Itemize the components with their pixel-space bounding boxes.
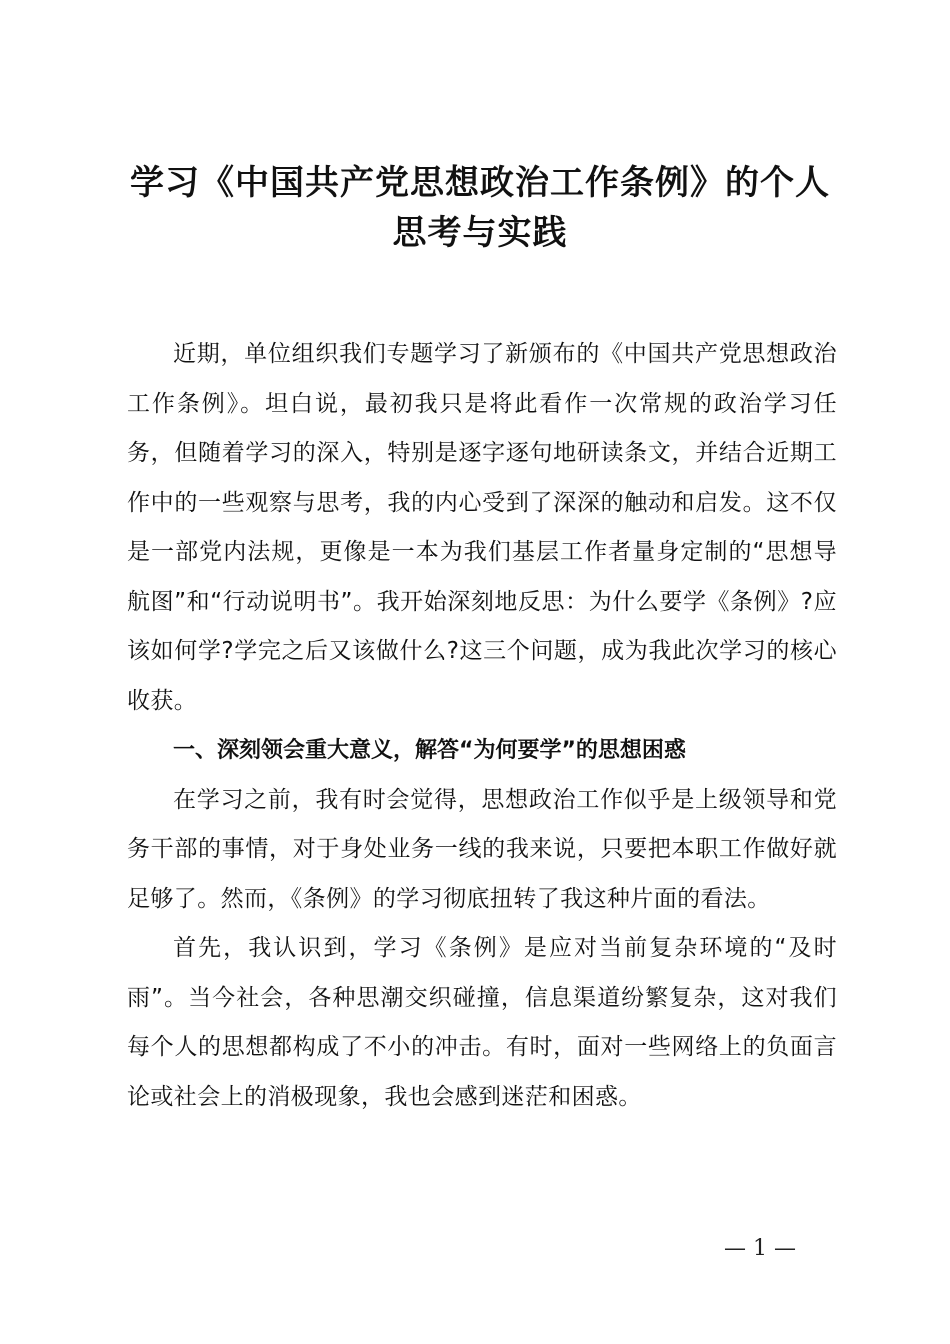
paragraph-first-point: 首先，我认识到，学习《条例》是应对当前复杂环境的“及时雨”。当今社会，各种思潮交织碰撞，信息渠道纷繁复杂，这对我们每个人的思想都构成了不小的冲击。有时，面对一些网络上的负面言论或社会上的消极现象，我也会感到迷茫和困惑。 — [127, 935, 837, 1110]
section-heading-1: 一、深刻领会重大意义，解答“为何要学”的思想困惑 — [173, 738, 686, 763]
document-body — [127, 330, 837, 1122]
paragraph-before-study: 在学习之前，我有时会觉得，思想政治工作似乎是上级领导和党务干部的事情，对于身处业务一线的我来说，只要把本职工作做好就足够了。然而，《条例》的学习彻底扭转了我这种片面的看法。 — [127, 786, 837, 912]
paragraph-intro: 近期，单位组织我们专题学习了新颁布的《中国共产党思想政治工作条例》。坦白说，最初我只是将此看作一次常规的政治学习任务，但随着学习的深入，特别是逐字逐句地研读条文，并结合近期工作中的一些观察与思考，我的内心受到了深深的触动和启发。这不仅是一部党内法规，更像是一本为我们基层工作者量身定制的“思想导航图”和“行动说明书”。我开始深刻地反思：为什么要学《条例》?应该如何学?学完之后又该做什么?这三个问题，成为我此次学习的核心收获。 — [127, 341, 837, 714]
page-number: — 1 — — [724, 1236, 796, 1261]
document-title — [100, 158, 860, 258]
title-line-2: 思考与实践 — [392, 213, 568, 253]
title-line-1: 学习《中国共产党思想政治工作条例》的个人 — [130, 163, 830, 203]
